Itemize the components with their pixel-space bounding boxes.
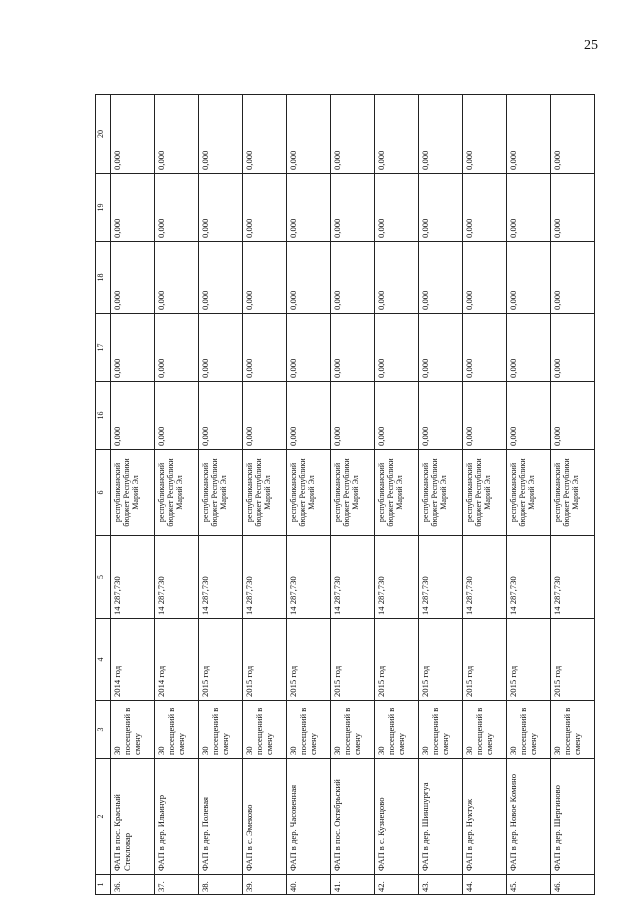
value-col-19: 0,000: [463, 174, 507, 242]
cost: 14 287,730: [463, 536, 507, 619]
table-row: [463, 95, 507, 895]
value-col-16: 0,000: [507, 382, 551, 450]
year: 2015 год: [243, 619, 287, 701]
row-number: 43.: [419, 875, 463, 895]
column-header: 1: [96, 875, 111, 895]
table-row: [419, 95, 463, 895]
facility-name: ФАП в дер. Полевая: [199, 759, 243, 875]
value-col-20: 0,000: [199, 95, 243, 174]
facilities-table: [95, 94, 595, 895]
table-row: [111, 95, 155, 895]
year: 2014 год: [111, 619, 155, 701]
capacity: 30 посещений в смену: [111, 701, 155, 759]
facility-name: ФАП в дер. Нуктуж: [463, 759, 507, 875]
capacity: 30 посещений в смену: [331, 701, 375, 759]
facility-name: ФАП в дер. Ильинур: [155, 759, 199, 875]
cost: 14 287,730: [375, 536, 419, 619]
value-col-19: 0,000: [243, 174, 287, 242]
value-col-18: 0,000: [507, 242, 551, 314]
year: 2014 год: [155, 619, 199, 701]
value-col-20: 0,000: [419, 95, 463, 174]
facility-name: ФАП в дер. Часовенная: [287, 759, 331, 875]
capacity: 30 посещений в смену: [463, 701, 507, 759]
table-row: [287, 95, 331, 895]
funding-source: республиканский бюджет Республики Марий Эл: [331, 450, 375, 536]
value-col-17: 0,000: [155, 314, 199, 382]
capacity: 30 посещений в смену: [287, 701, 331, 759]
column-header: 18: [96, 242, 111, 314]
funding-source: республиканский бюджет Республики Марий Эл: [551, 450, 595, 536]
funding-source: республиканский бюджет Республики Марий Эл: [463, 450, 507, 536]
year: 2015 год: [551, 619, 595, 701]
value-col-16: 0,000: [155, 382, 199, 450]
value-col-16: 0,000: [287, 382, 331, 450]
column-header: 20: [96, 95, 111, 174]
facility-name: ФАП в пос. Красный Стекловар: [111, 759, 155, 875]
funding-source: республиканский бюджет Республики Марий Эл: [243, 450, 287, 536]
year: 2015 год: [375, 619, 419, 701]
cost: 14 287,730: [331, 536, 375, 619]
column-header: 2: [96, 759, 111, 875]
value-col-17: 0,000: [111, 314, 155, 382]
value-col-16: 0,000: [419, 382, 463, 450]
table-row: [507, 95, 551, 895]
row-number: 46.: [551, 875, 595, 895]
funding-source: республиканский бюджет Республики Марий Эл: [419, 450, 463, 536]
row-number: 40.: [287, 875, 331, 895]
row-number: 38.: [199, 875, 243, 895]
table-row: [155, 95, 199, 895]
year: 2015 год: [463, 619, 507, 701]
rotated-table-frame: [95, 95, 595, 895]
value-col-20: 0,000: [287, 95, 331, 174]
value-col-17: 0,000: [419, 314, 463, 382]
column-header: 6: [96, 450, 111, 536]
value-col-19: 0,000: [155, 174, 199, 242]
value-col-17: 0,000: [243, 314, 287, 382]
value-col-19: 0,000: [287, 174, 331, 242]
facility-name: ФАП в дер. Шергиново: [551, 759, 595, 875]
value-col-16: 0,000: [111, 382, 155, 450]
value-col-16: 0,000: [243, 382, 287, 450]
value-col-20: 0,000: [243, 95, 287, 174]
capacity: 30 посещений в смену: [243, 701, 287, 759]
value-col-20: 0,000: [463, 95, 507, 174]
value-col-17: 0,000: [551, 314, 595, 382]
value-col-18: 0,000: [375, 242, 419, 314]
page-number: 25: [584, 38, 598, 53]
value-col-20: 0,000: [111, 95, 155, 174]
facility-name: ФАП в пос. Октябрьский: [331, 759, 375, 875]
value-col-17: 0,000: [507, 314, 551, 382]
column-header: 19: [96, 174, 111, 242]
value-col-18: 0,000: [287, 242, 331, 314]
facility-name: ФАП в дер. Новое Комино: [507, 759, 551, 875]
value-col-18: 0,000: [111, 242, 155, 314]
value-col-18: 0,000: [551, 242, 595, 314]
value-col-20: 0,000: [551, 95, 595, 174]
column-header: 3: [96, 701, 111, 759]
value-col-16: 0,000: [331, 382, 375, 450]
value-col-19: 0,000: [375, 174, 419, 242]
funding-source: республиканский бюджет Республики Марий Эл: [111, 450, 155, 536]
row-number: 39.: [243, 875, 287, 895]
facility-name: ФАП в с. Кузнецово: [375, 759, 419, 875]
value-col-19: 0,000: [507, 174, 551, 242]
row-number: 37.: [155, 875, 199, 895]
capacity: 30 посещений в смену: [199, 701, 243, 759]
funding-source: республиканский бюджет Республики Марий Эл: [507, 450, 551, 536]
year: 2015 год: [287, 619, 331, 701]
value-col-20: 0,000: [507, 95, 551, 174]
value-col-17: 0,000: [199, 314, 243, 382]
cost: 14 287,730: [199, 536, 243, 619]
value-col-18: 0,000: [155, 242, 199, 314]
cost: 14 287,730: [551, 536, 595, 619]
table-body: [111, 95, 595, 895]
value-col-16: 0,000: [199, 382, 243, 450]
capacity: 30 посещений в смену: [375, 701, 419, 759]
cost: 14 287,730: [287, 536, 331, 619]
row-number: 42.: [375, 875, 419, 895]
header-row: [96, 95, 111, 895]
funding-source: республиканский бюджет Республики Марий Эл: [155, 450, 199, 536]
cost: 14 287,730: [507, 536, 551, 619]
value-col-20: 0,000: [155, 95, 199, 174]
year: 2015 год: [331, 619, 375, 701]
capacity: 30 посещений в смену: [155, 701, 199, 759]
table-row: [551, 95, 595, 895]
cost: 14 287,730: [419, 536, 463, 619]
year: 2015 год: [419, 619, 463, 701]
value-col-19: 0,000: [331, 174, 375, 242]
value-col-18: 0,000: [419, 242, 463, 314]
row-number: 45.: [507, 875, 551, 895]
facility-name: ФАП в с. Эмеково: [243, 759, 287, 875]
cost: 14 287,730: [111, 536, 155, 619]
value-col-18: 0,000: [331, 242, 375, 314]
funding-source: республиканский бюджет Республики Марий Эл: [199, 450, 243, 536]
value-col-17: 0,000: [331, 314, 375, 382]
value-col-18: 0,000: [199, 242, 243, 314]
row-number: 44.: [463, 875, 507, 895]
value-col-19: 0,000: [199, 174, 243, 242]
value-col-20: 0,000: [375, 95, 419, 174]
funding-source: республиканский бюджет Республики Марий Эл: [287, 450, 331, 536]
row-number: 41.: [331, 875, 375, 895]
value-col-18: 0,000: [463, 242, 507, 314]
table-row: [375, 95, 419, 895]
value-col-18: 0,000: [243, 242, 287, 314]
table-row: [199, 95, 243, 895]
capacity: 30 посещений в смену: [419, 701, 463, 759]
value-col-16: 0,000: [551, 382, 595, 450]
value-col-17: 0,000: [463, 314, 507, 382]
column-header: 5: [96, 536, 111, 619]
table-row: [243, 95, 287, 895]
year: 2015 год: [199, 619, 243, 701]
year: 2015 год: [507, 619, 551, 701]
value-col-19: 0,000: [551, 174, 595, 242]
value-col-19: 0,000: [111, 174, 155, 242]
value-col-19: 0,000: [419, 174, 463, 242]
table-row: [331, 95, 375, 895]
row-number: 36.: [111, 875, 155, 895]
value-col-20: 0,000: [331, 95, 375, 174]
cost: 14 287,730: [155, 536, 199, 619]
funding-source: республиканский бюджет Республики Марий Эл: [375, 450, 419, 536]
value-col-17: 0,000: [287, 314, 331, 382]
value-col-16: 0,000: [463, 382, 507, 450]
column-header: 17: [96, 314, 111, 382]
cost: 14 287,730: [243, 536, 287, 619]
facility-name: ФАП в дер. Шиншургуа: [419, 759, 463, 875]
column-header: 4: [96, 619, 111, 701]
capacity: 30 посещений в смену: [551, 701, 595, 759]
capacity: 30 посещений в смену: [507, 701, 551, 759]
value-col-16: 0,000: [375, 382, 419, 450]
value-col-17: 0,000: [375, 314, 419, 382]
column-header: 16: [96, 382, 111, 450]
